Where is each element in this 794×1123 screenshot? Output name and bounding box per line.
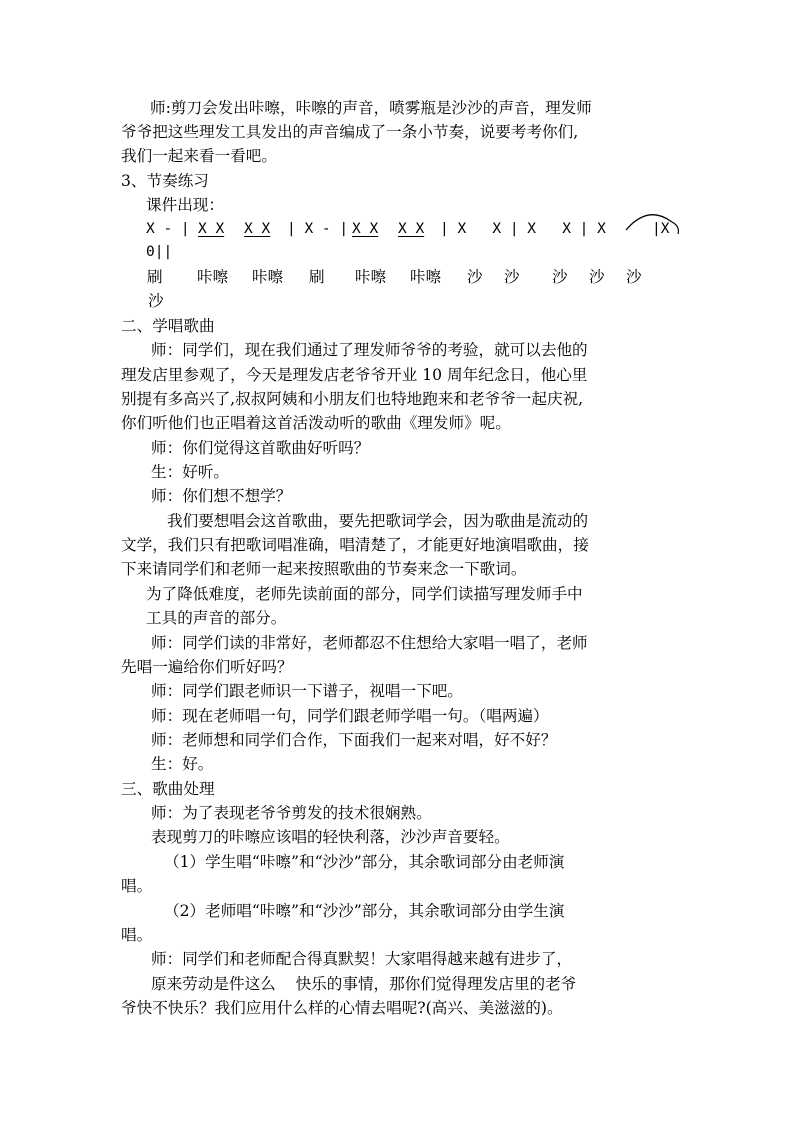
text-line: 表现剪刀的咔嚓应该唱的轻快利落，沙沙声音要轻。 <box>151 828 510 846</box>
beat-syllable: 沙 <box>504 268 520 286</box>
beat-syllable: 沙 <box>552 268 568 286</box>
rhythm-part: 0|| <box>146 244 173 260</box>
rhythm-part: X X <box>398 221 425 237</box>
text-line: 师：同学们，现在我们通过了理发师爷爷的考验，就可以去他的 <box>151 341 588 359</box>
rhythm-part: | X X | X X | X <box>440 221 606 237</box>
text-line: （2）老师唱“咔嚓”和“沙沙”部分，其余歌词部分由学生演 <box>164 902 565 920</box>
beat-syllable: 刷 <box>309 268 325 286</box>
text-line: 为了降低难度，老师先读前面的部分，同学们读描写理发师手中 <box>146 585 583 603</box>
text-line: 爷爷把这些理发工具发出的声音编成了一条小节奏，说要考考你们, <box>121 123 579 141</box>
beat-syllable: 沙 <box>626 268 642 286</box>
rhythm-part: X X <box>244 221 271 237</box>
text-line: 我们一起来看一看吧。 <box>121 147 277 165</box>
beat-syllable: 咔嚓 <box>410 268 442 286</box>
text-line: 唱。 <box>121 877 153 895</box>
beat-syllable: 咔嚓 <box>197 268 229 286</box>
text-line: 文学，我们只有把歌词唱准确，唱清楚了，才能更好地演唱歌曲，接 <box>121 536 589 554</box>
beat-syllable: 沙 <box>589 268 605 286</box>
text-line: 师：为了表现老爷爷剪发的技术很娴熟。 <box>151 804 432 822</box>
text-line: 师：同学们读的非常好，老师都忍不住想给大家唱一唱了，老师 <box>151 634 588 652</box>
text-line: 理发店里参观了，今天是理发店老爷爷开业 10 周年纪念日，他心里 <box>121 366 588 384</box>
text-line: 师：同学们跟老师识一下谱子，视唱一下吧。 <box>151 682 463 700</box>
text-line: 师：老师想和同学们合作，下面我们一起来对唱，好不好？ <box>151 731 557 749</box>
beat-syllable: 沙 <box>148 292 164 310</box>
text-line: 师:剪刀会发出咔嚓，咔嚓的声音，喷雾瓶是沙沙的声音，理发师 <box>150 99 592 117</box>
text-line: 下来请同学们和老师一起来按照歌曲的节奏来念一下歌词。 <box>121 560 527 578</box>
text-line: 别提有多高兴了,叔叔阿姨和小朋友们也特地跑来和老爷爷一起庆祝, <box>121 390 584 408</box>
text-line: 生：好。 <box>151 755 214 773</box>
rhythm-part: X - | <box>146 221 190 237</box>
text-line: 我们要想唱会这首歌曲，要先把歌词学会，因为歌曲是流动的 <box>167 512 589 530</box>
text-line: 唱。 <box>121 926 153 944</box>
text-line: 原来劳动是件这么 快乐的事情，那你们觉得理发店里的老爷 <box>151 975 577 993</box>
text-line: 先唱一遍给你们听好吗？ <box>121 658 293 676</box>
text-line: 课件出现： <box>146 196 224 214</box>
rhythm-part: X X <box>352 221 379 237</box>
text-line: 你们听他们也正唱着这首活泼动听的歌曲《理发师》呢。 <box>121 414 511 432</box>
beat-syllable: 刷 <box>147 268 163 286</box>
text-line: 师：你们觉得这首歌曲好听吗？ <box>151 439 370 457</box>
section-heading: 二、学唱歌曲 <box>121 317 215 335</box>
beat-syllable: 咔嚓 <box>252 268 284 286</box>
text-line: 师：现在老师唱一句，同学们跟老师学唱一句。（唱两遍） <box>151 707 549 725</box>
text-line: 爷快不快乐？我们应用什么样的心情去唱呢?(高兴、美滋滋的)。 <box>121 999 563 1017</box>
text-line: 生：好听。 <box>151 463 229 481</box>
rhythm-part: |X <box>652 221 670 237</box>
rhythm-part: X X <box>198 221 225 237</box>
text-line: 工具的声音的部分。 <box>146 609 287 627</box>
text-line: 师：你们想不想学？ <box>151 487 292 505</box>
beat-syllable: 沙 <box>467 268 483 286</box>
beat-syllable: 咔嚓 <box>355 268 387 286</box>
text-line: （1）学生唱“咔嚓”和“沙沙”部分，其余歌词部分由老师演 <box>164 853 565 871</box>
rhythm-part: | X - | <box>287 221 349 237</box>
section-heading: 三、歌曲处理 <box>121 780 215 798</box>
text-line: 师：同学们和老师配合得真默契！大家唱得越来越有进步了， <box>151 950 573 968</box>
section-heading: 3、节奏练习 <box>121 172 209 190</box>
